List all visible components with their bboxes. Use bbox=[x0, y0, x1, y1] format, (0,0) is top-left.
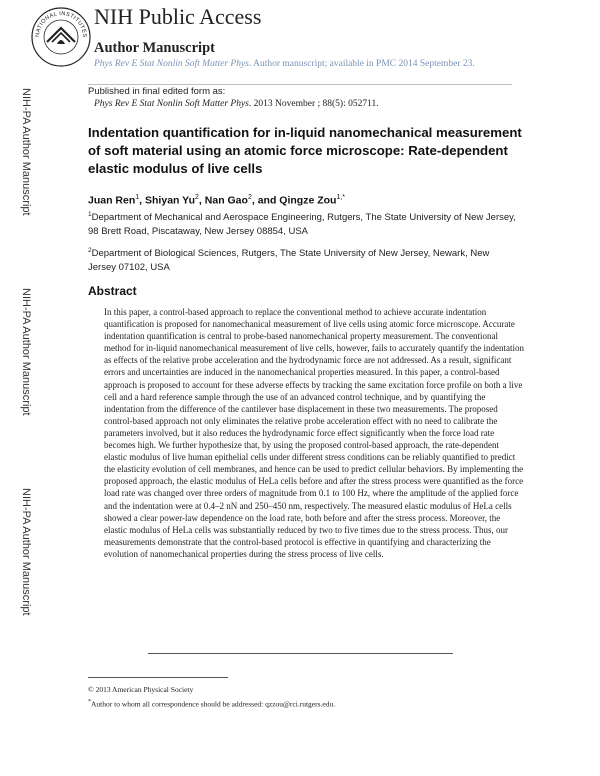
publication-journal: Phys Rev E Stat Nonlin Soft Matter Phys bbox=[94, 99, 249, 109]
author-separator: , bbox=[139, 194, 146, 207]
author-affiliation-mark: 2 bbox=[195, 194, 199, 201]
affiliation-1 bbox=[88, 208, 518, 239]
side-watermark-1 bbox=[20, 88, 34, 238]
header-divider bbox=[88, 84, 512, 85]
nih-seal-icon bbox=[30, 6, 92, 68]
publication-citation bbox=[88, 98, 379, 110]
author-list bbox=[88, 194, 518, 207]
header-journal: Phys Rev E Stat Nonlin Soft Matter Phys bbox=[94, 59, 249, 69]
header-subtitle: Author Manuscript bbox=[94, 40, 215, 56]
header-availability: . Author manuscript; available in PMC 2014 September 23. bbox=[248, 59, 475, 69]
author-name: Shiyan Yu bbox=[145, 194, 196, 207]
footnote-divider bbox=[88, 677, 228, 678]
author-separator: , and bbox=[251, 194, 280, 207]
author-name: Qingze Zou bbox=[279, 194, 337, 207]
seal-text: NATIONAL INSTITUTES bbox=[34, 10, 88, 38]
author-affiliation-mark: 1,* bbox=[336, 194, 346, 201]
side-watermark-text-1: NIH-PA Author Manuscript bbox=[20, 88, 32, 216]
affiliation-2 bbox=[88, 244, 518, 275]
correspondence-text: Author to whom all correspondence should be addressed: qzzou@rci.rutgers.edu. bbox=[91, 699, 336, 709]
affiliation-mark: 1 bbox=[88, 211, 92, 218]
affiliation-mark: 2 bbox=[88, 247, 92, 254]
copyright-notice: © 2013 American Physical Society bbox=[88, 685, 194, 694]
affiliation-text: Department of Biological Sciences, Rutgers, The State University of New Jersey, Newark, New Jersey 07102, USA bbox=[88, 248, 490, 274]
side-watermark-text-3: NIH-PA Author Manuscript bbox=[20, 488, 32, 616]
abstract-end-divider bbox=[148, 653, 453, 654]
publication-details: . 2013 November ; 88(5): 052711. bbox=[248, 99, 379, 109]
paper-title: Indentation quantification for in-liquid nanomechanical measurement of soft material using an atomic force microscope: Rate-dependent elastic modulus of live cells bbox=[88, 125, 522, 176]
side-watermark-2 bbox=[20, 288, 34, 438]
affiliation-text: Department of Mechanical and Aerospace Engineering, Rutgers, The State University of New Jersey, 98 Brett Road, Piscataway, New Jersey 08854, USA bbox=[88, 212, 516, 238]
author-name: Nan Gao bbox=[204, 194, 248, 207]
side-watermark-3 bbox=[20, 488, 34, 638]
author-separator: , bbox=[198, 194, 205, 207]
correspondence-mark: * bbox=[88, 699, 91, 705]
nih-logo bbox=[30, 6, 92, 68]
abstract-heading: Abstract bbox=[88, 284, 137, 298]
abstract-body: In this paper, a control-based approach to replace the conventional method to achieve accurate indentation quantification is proposed for nanomechanical measurement of live cells using atomic force microscope. Accurate indentation quantification is central to probe-based nanomechanical property measurement. The conventional method for in-liquid nanomechanical measurement of live cells, however, fails to accurately quantify the indentation as effects of the relative probe acceleration and the hydrodynamic force are not addressed. As a result, significant errors and uncertainties are induced in the nanomechanical properties measured. In this paper, a control-based approach is proposed to account for these adverse effects by tracking the same excitation force profile on both a live cell and a hard reference sample through the use of an advanced control technique, and by quantifying the indentation from the difference of the cantilever base displacement in these two measurements. The proposed control-based approach not only eliminates the relative probe acceleration effect with no need to calibrate the parameters involved, but it also reduces the hydrodynamic force effect significantly when the force load rate becomes high. We further hypothesize that, by using the proposed control-based approach, the rate-dependent elastic modulus of live human epithelial cells under different stress conditions can be reliably quantified to predict the elasticity evolution of cell membranes, and hence can be used to predict cellular behaviors. By implementing the proposed approach, the elastic modulus of HeLa cells before and after the stress process were quantified as the force load rate was changed over three orders of magnitude from 0.1 to 100 Hz, where the amplitude of the applied force and the indentation were at 0.4–2 nN and 250–450 nm, respectively. The measured elastic modulus of HeLa cells showed a clear power-law dependence on the load rate, both before and after the stress process. Moreover, the elastic modulus of HeLa cells was substantially reduced by two to five times due to the stress process. Thus, our measurements demonstrate that the control-based protocol is effective in quantifying and characterizing the evolution of nanomechanical properties during the stress process of live cells. bbox=[104, 307, 524, 559]
header-title: NIH Public Access bbox=[94, 4, 262, 29]
header-citation bbox=[94, 58, 514, 70]
svg-text:NATIONAL INSTITUTES OF HEALTH bbox=[30, 6, 87, 38]
publication-info bbox=[88, 86, 379, 110]
publication-label: Published in final edited form as: bbox=[88, 86, 226, 97]
side-watermark-text-2: NIH-PA Author Manuscript bbox=[20, 288, 32, 416]
author-affiliation-mark: 2 bbox=[247, 194, 252, 201]
correspondence-note bbox=[88, 697, 335, 710]
author-name: Juan Ren bbox=[88, 194, 136, 207]
author-affiliation-mark: 1 bbox=[135, 194, 140, 201]
